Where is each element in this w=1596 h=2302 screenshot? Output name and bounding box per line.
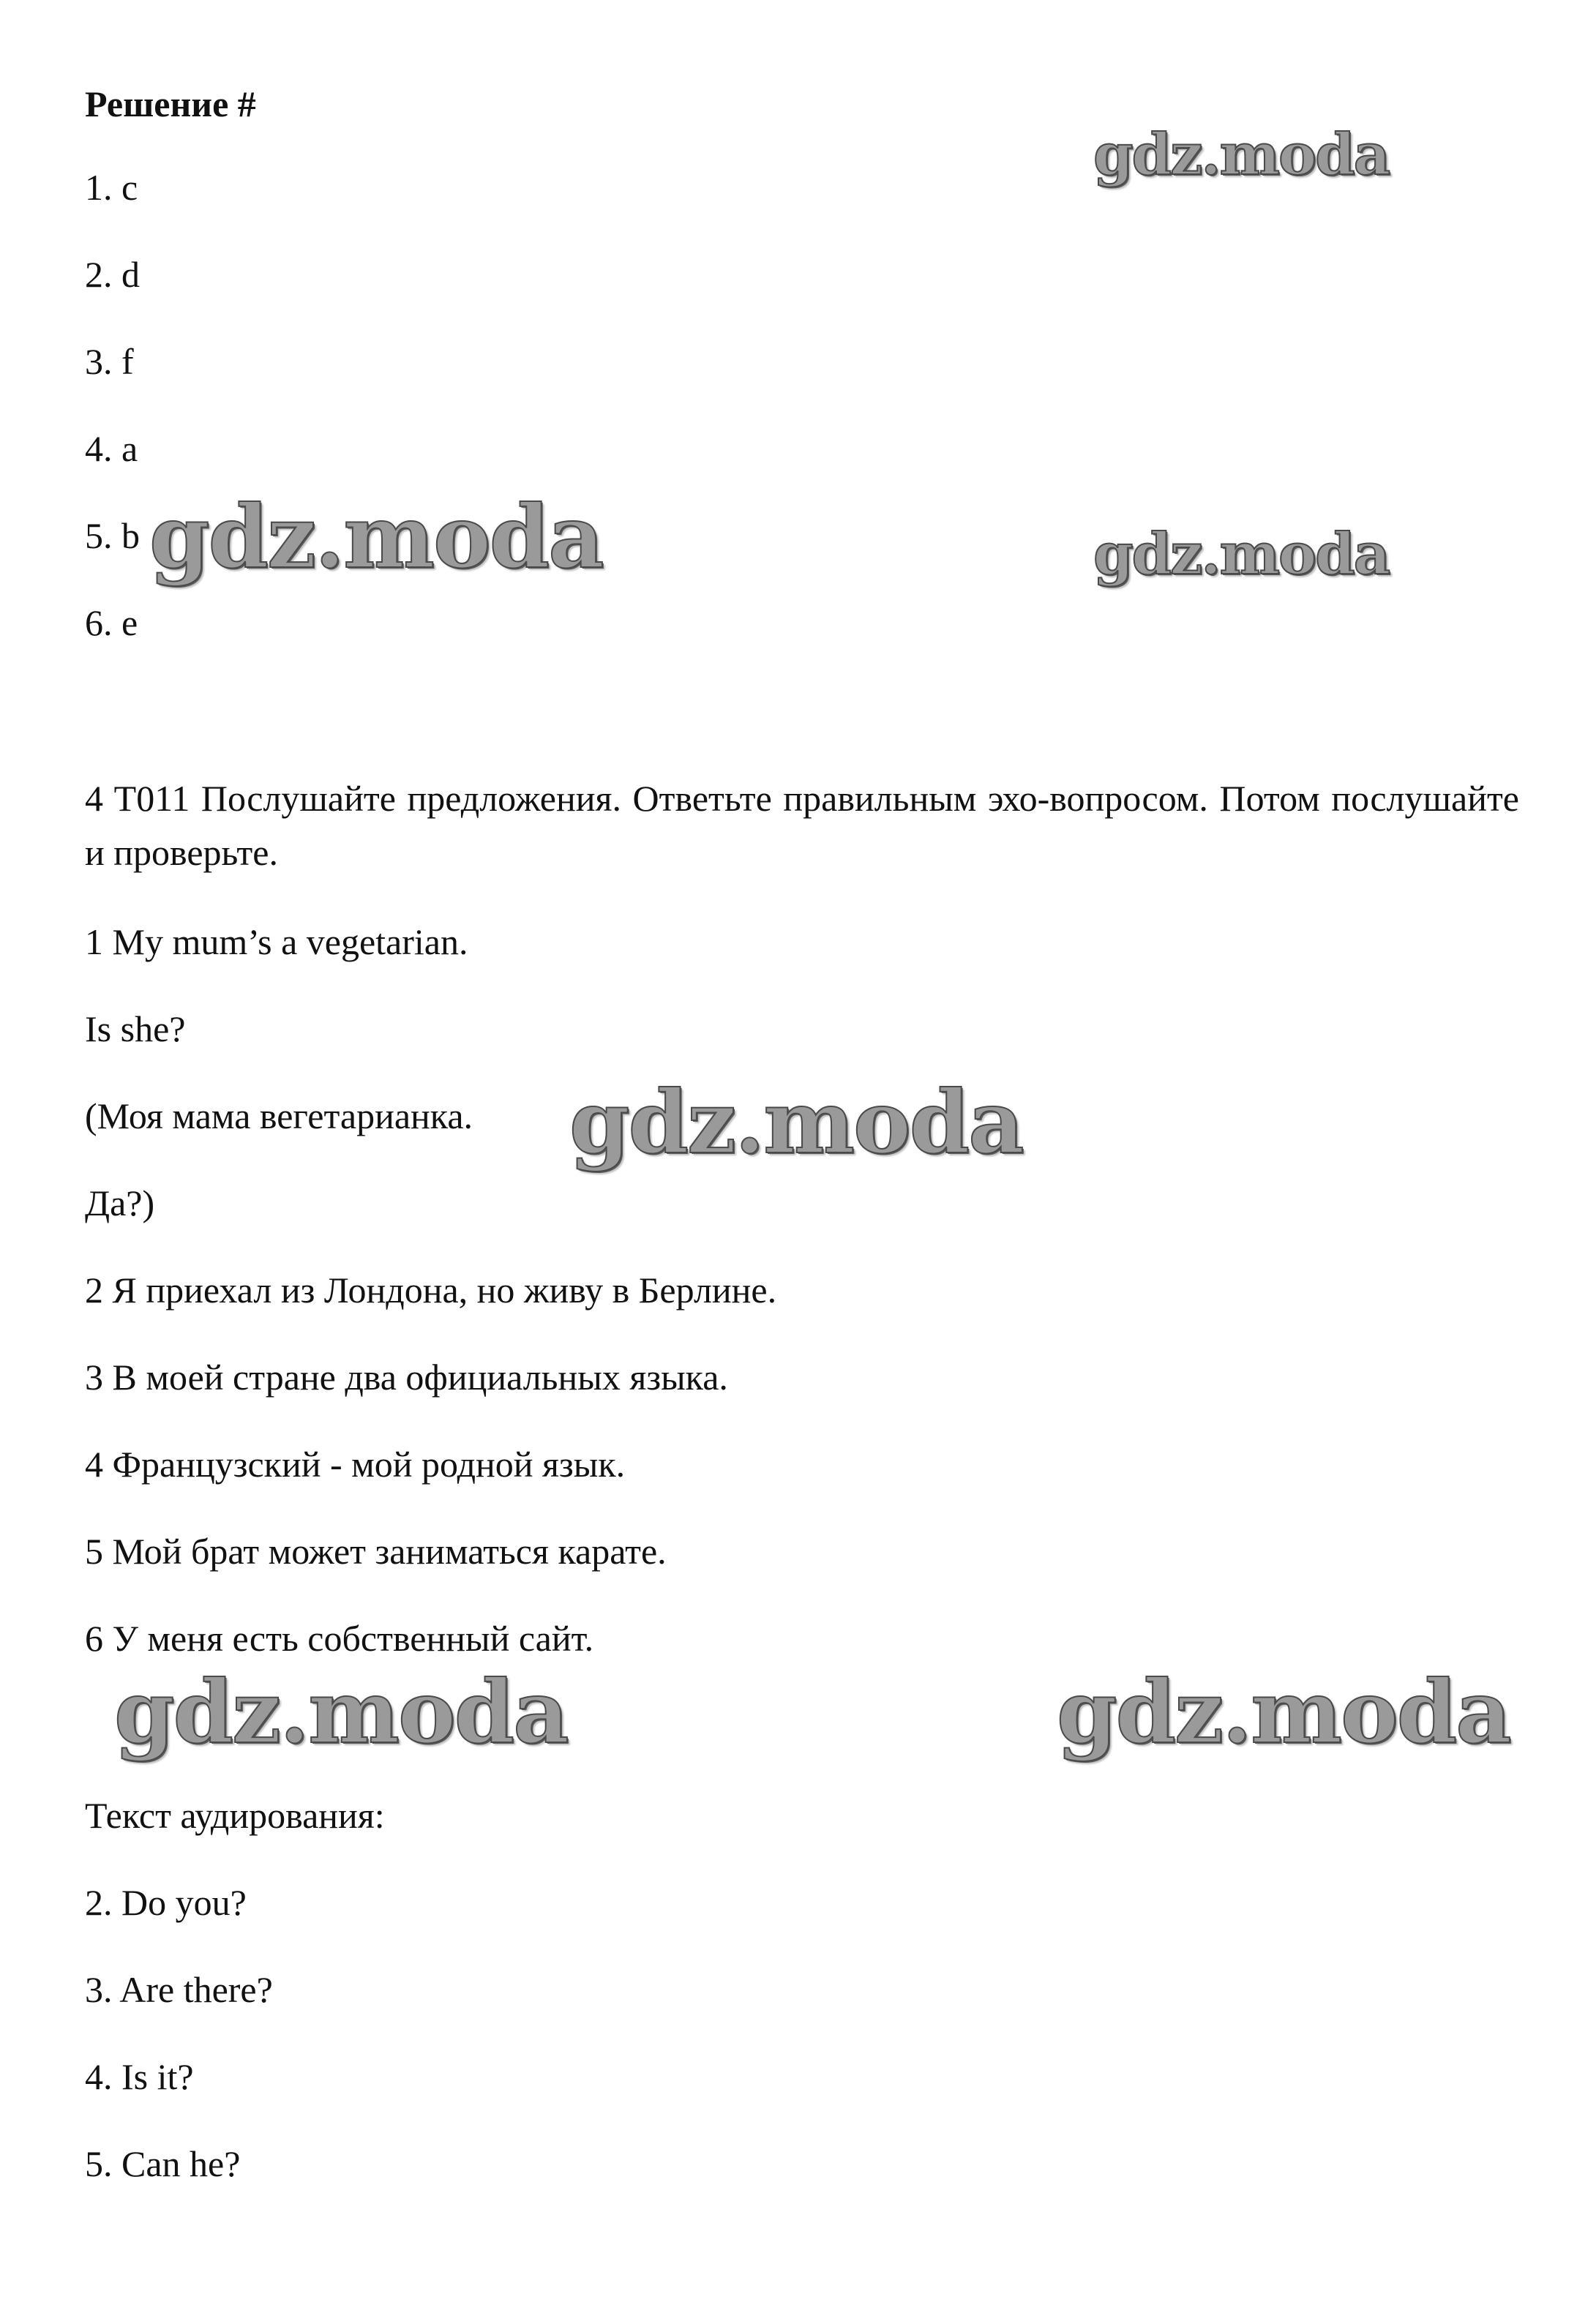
watermark: gdz.moda — [149, 486, 603, 588]
exercise-line: 6 У меня есть собственный сайт. — [85, 1618, 594, 1659]
exercise-line: Is she? — [85, 1008, 186, 1049]
listening-title: Текст аудирования: — [85, 1795, 385, 1836]
listening-line: 3. Are there? — [85, 1969, 273, 2010]
watermark: gdz.moda — [114, 1661, 568, 1763]
watermark: gdz.moda — [1057, 1661, 1510, 1763]
listening-line: 5. Can he? — [85, 2143, 241, 2184]
watermark: gdz.moda — [569, 1071, 1023, 1173]
exercise-line: 2 Я приехал из Лондона, но живу в Берлине. — [85, 1270, 777, 1311]
answer-item: 1. c — [85, 167, 138, 208]
answer-item: 5. b — [85, 515, 140, 556]
exercise-line: 4 Французский - мой родной язык. — [85, 1444, 626, 1485]
page-title: Решение # — [85, 83, 256, 124]
listening-line: 4. Is it? — [85, 2056, 194, 2097]
listening-line: 2. Do you? — [85, 1882, 247, 1923]
answer-item: 3. f — [85, 341, 134, 382]
answer-item: 6. e — [85, 602, 138, 643]
answer-item: 4. a — [85, 428, 138, 469]
answer-item: 2. d — [85, 254, 140, 295]
watermark: gdz.moda — [1093, 521, 1390, 588]
watermark: gdz.moda — [1093, 121, 1390, 188]
exercise-line: (Моя мама вегетарианка. — [85, 1095, 473, 1136]
exercise-line: 3 В моей стране два официальных языка. — [85, 1357, 728, 1398]
exercise-line: Да?) — [85, 1182, 155, 1223]
exercise-line: 5 Мой брат может заниматься карате. — [85, 1531, 667, 1572]
exercise-line: 1 My mum’s a vegetarian. — [85, 921, 468, 962]
task-instruction: 4 T011 Послушайте предложения. Ответьте правильным эхо-вопросом. Потом послушайте и проверьте. — [85, 778, 1519, 873]
